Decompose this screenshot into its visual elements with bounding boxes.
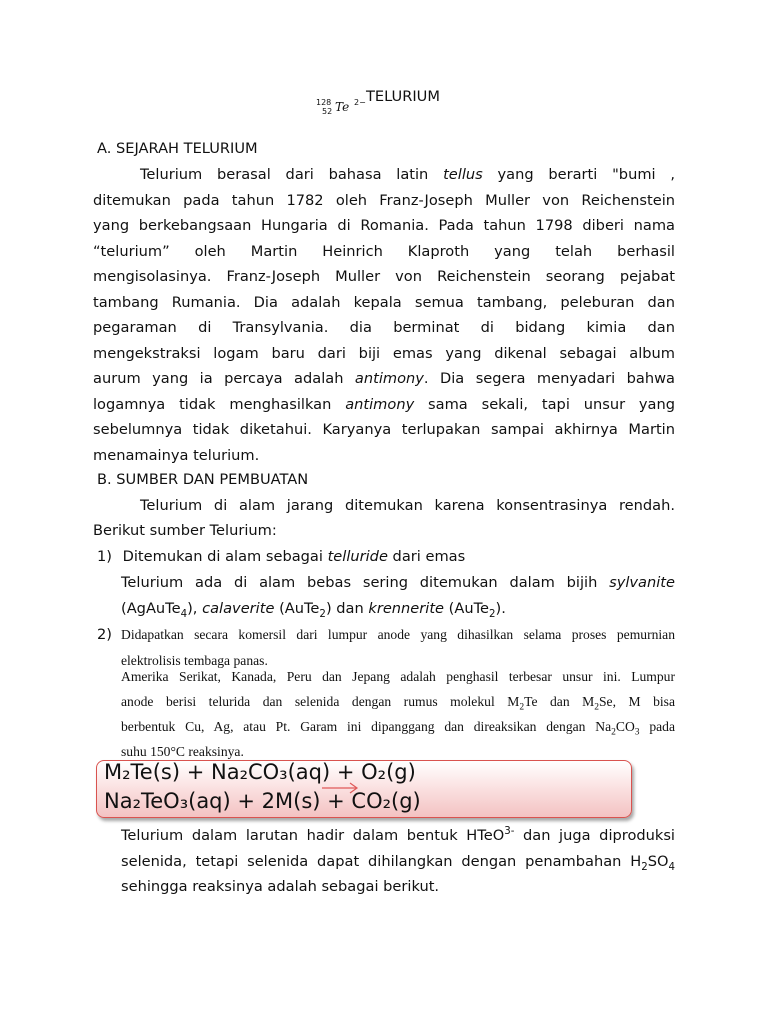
item-1-detail-2: (AgAuTe$_4$), calaverite (AuTe$_2$) dan krennerite (AuTe$_2$). (121, 600, 506, 620)
atomic-number: 52 (322, 107, 333, 116)
section-a-line: menamainya telurium. (93, 447, 260, 464)
item-2-line-3: Amerika Serikat, Kanada, Peru dan Jepang adalah penghasil terbesar unsur ini. Lumpur (121, 669, 675, 684)
section-a-line: sebelumnya tidak diketahui. Karyanya terlupakan sampai akhirnya Martin (93, 421, 675, 438)
item-2-line-1: Didapatkan secara komersil dari lumpur anode yang dihasilkan selama proses pemurnian (121, 627, 675, 642)
element-charge: 2− (354, 98, 366, 107)
mass-number: 128 (316, 98, 332, 107)
after-line-1: Telurium dalam larutan hadir dalam bentuk HTeO$^{3-}$ dan juga diproduksi (121, 826, 675, 844)
section-a-line: logamnya tidak menghasilkan antimony sama sekali, tapi unsur yang (93, 396, 676, 413)
list-number-2: 2) (97, 626, 112, 643)
section-a-heading: A. SEJARAH TELURIUM (97, 140, 258, 157)
section-a-line: yang berkebangsaan Hungaria di Romania. Pada tahun 1798 diberi nama (93, 217, 675, 234)
after-line-3: sehingga reaksinya adalah sebagai berikut. (121, 878, 440, 895)
list-item-1: 1) Ditemukan di alam sebagai telluride dari emas (97, 548, 466, 565)
element-symbol: Te (335, 100, 350, 114)
after-line-2: selenida, tetapi selenida dapat dihilangkan dengan penambahan $H_2SO_4$ (121, 853, 675, 873)
section-b-intro-2: Berikut sumber Telurium: (93, 522, 277, 539)
section-a-line: ditemukan pada tahun 1782 oleh Franz-Joseph Muller von Reichenstein (93, 192, 675, 209)
equation-line-1: M₂Te(s) + Na₂CO₃(aq) + O₂(g) (104, 760, 416, 784)
section-a-line: “telurium” oleh Martin Heinrich Klaproth yang telah berhasil (93, 243, 675, 260)
section-a-line: tambang Rumania. Dia adalah kepala semua tambang, peleburan dan (93, 294, 675, 311)
item-2-line-4: anode berisi telurida dan selenida dengan rumus molekul $M_2Te$ dan $M_2Se$, M bisa (121, 694, 675, 713)
page-title: TELURIUM (366, 88, 440, 105)
section-a-line: Telurium berasal dari bahasa latin tellus yang berarti "bumi , (140, 166, 675, 183)
section-b-heading: B. SUMBER DAN PEMBUATAN (97, 471, 309, 488)
item-2-line-5: berbentuk Cu, Ag, atau Pt. Garam ini dipanggang dan direaksikan dengan $Na_2CO_3$ pada (121, 719, 675, 738)
equation-line-2: Na₂TeO₃(aq) + 2M(s) + CO₂(g) (104, 789, 421, 813)
section-a-line: mengisolasinya. Franz-Joseph Muller von Reichenstein seorang pejabat (93, 268, 675, 285)
item-1-detail-1: Telurium ada di alam bebas sering ditemukan dalam bijih sylvanite (121, 574, 675, 591)
item-2-line-2: elektrolisis tembaga panas. (121, 653, 268, 668)
list-number-1: 1) (97, 548, 112, 565)
item-2-line-6: suhu 150°C reaksinya. (121, 744, 244, 759)
section-a-line: pegaraman di Transylvania. dia berminat di bidang kimia dan (93, 319, 675, 336)
section-a-line: mengekstraksi logam baru dari biji emas yang dikenal sebagai album (93, 345, 675, 362)
section-a-line: aurum yang ia percaya adalah antimony. Dia segera menyadari bahwa (93, 370, 675, 387)
section-b-intro-1: Telurium di alam jarang ditemukan karena konsentrasinya rendah. (140, 497, 675, 514)
